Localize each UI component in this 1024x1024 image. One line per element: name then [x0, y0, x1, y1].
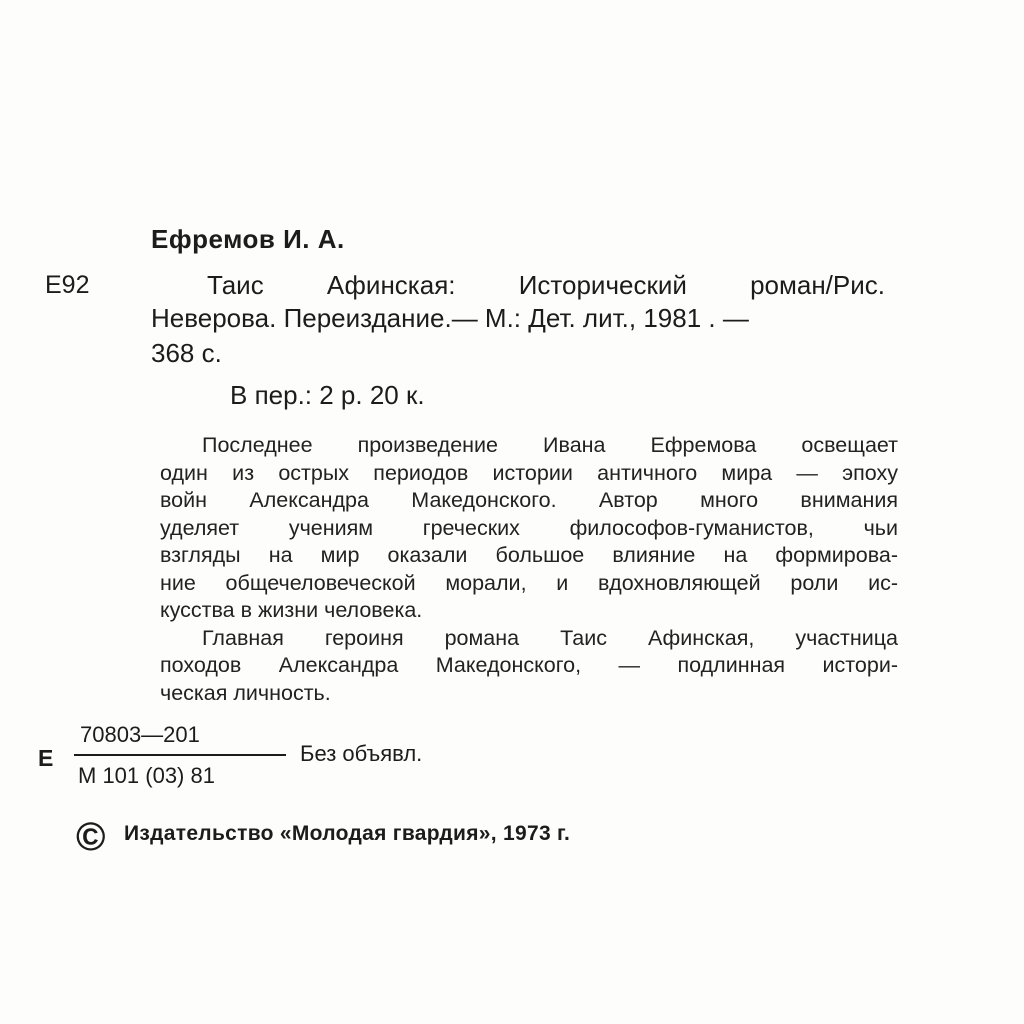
annotation-line: войн Александра Македонского. Автор много внимания	[160, 488, 898, 512]
annotation-line: Главная героиня романа Таис Афинская, участница	[202, 625, 898, 650]
fraction-rule	[74, 754, 286, 756]
description-line-3: 368 с.	[151, 338, 222, 368]
bbk-letter: Е	[38, 745, 54, 771]
annotation-line: кусства в жизни человека.	[160, 598, 423, 622]
annotation-line: походов Александра Македонского, — подлинная истори-	[160, 653, 898, 677]
annotation-line: уделяет учениям греческих философов-гуманистов, чьи	[160, 515, 898, 540]
annotation-line: взгляды на мир оказали большое влияние на формирова-	[160, 543, 898, 567]
annotation-line: Последнее произведение Ивана Ефремова освещает	[202, 433, 898, 457]
annotation-line: ческая личность.	[160, 680, 331, 705]
price: В пер.: 2 р. 20 к.	[230, 380, 425, 410]
bbk-number: 70803—201	[80, 722, 200, 747]
copyright-icon: ©	[76, 815, 106, 859]
index-code: Е92	[45, 271, 90, 299]
annotation-line: один из острых периодов истории античного мира — эпоху	[160, 460, 898, 485]
annotation-line: ние общечеловеческой морали, и вдохновляющей роли ис-	[160, 570, 898, 595]
description-line-1: Таис Афинская: Исторический роман/Рис.	[207, 270, 885, 300]
annotation	[160, 432, 898, 707]
description-line-2: Неверова. Переиздание.— М.: Дет. лит., 1981 . —	[151, 303, 749, 333]
bbk-code: М 101 (03) 81	[78, 763, 215, 788]
author-name: Ефремов И. А.	[151, 224, 345, 254]
copyright-text: Издательство «Молодая гвардия», 1973 г.	[124, 822, 571, 845]
bbk-note: Без объявл.	[300, 741, 423, 766]
